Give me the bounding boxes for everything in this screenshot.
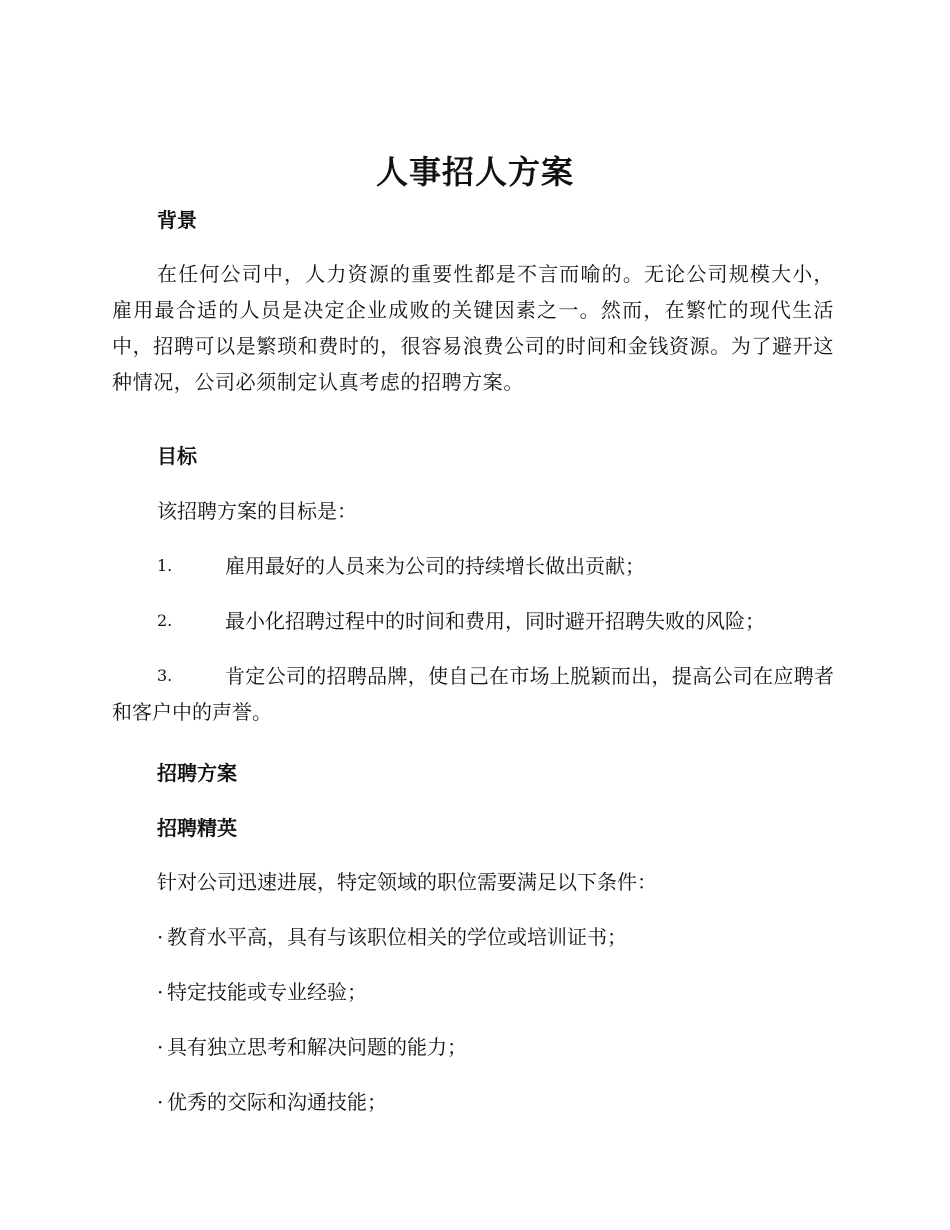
bullet-dot: · [157,980,164,1004]
goal-item-3 [112,658,834,730]
bullet-text: 优秀的交际和沟通技能； [167,1090,387,1114]
goal-text: 肯定公司的招聘品牌，使自己在市场上脱颖而出，提高公司在应聘者和客户中的声誉。 [112,664,834,724]
bullet-dot: · [157,1090,164,1114]
elite-intro: 针对公司迅速进展，特定领域的职位需要满足以下条件： [157,870,657,894]
goals-intro: 该招聘方案的目标是： [157,499,357,523]
bullet-dot: · [157,925,164,949]
bullet-item-2 [157,978,367,1006]
goal-text: 雇用最好的人员来为公司的持续增长做出贡献； [225,554,645,578]
heading-goals: 目标 [157,444,197,468]
heading-recruitment-plan: 招聘方案 [157,761,237,785]
bullet-text: 具有独立思考和解决问题的能力； [167,1035,467,1059]
goal-number: 1. [157,556,173,575]
goal-number: 2. [157,611,173,630]
heading-recruit-elite: 招聘精英 [157,816,237,840]
goal-text: 最小化招聘过程中的时间和费用，同时避开招聘失败的风险； [225,609,765,633]
document-title: 人事招人方案 [375,153,574,191]
bullet-item-3 [157,1033,467,1061]
bullet-text: 教育水平高，具有与该职位相关的学位或培训证书； [167,925,627,949]
bullet-text: 特定技能或专业经验； [167,980,367,1004]
goal-item-1 [112,548,834,584]
goal-item-2 [112,603,834,639]
bullet-item-1 [157,923,627,951]
heading-background: 背景 [157,208,197,232]
bullet-item-4 [157,1088,387,1116]
background-paragraph: 在任何公司中，人力资源的重要性都是不言而喻的。无论公司规模大小，雇用最合适的人员是决定企业成败的关键因素之一。然而，在繁忙的现代生活中，招聘可以是繁琐和费时的，很容易浪费公司的时间和金钱资源。为了避开这种情况，公司必须制定认真考虑的招聘方案。 [112,262,834,394]
goal-number: 3. [157,666,173,685]
bullet-dot: · [157,1035,164,1059]
